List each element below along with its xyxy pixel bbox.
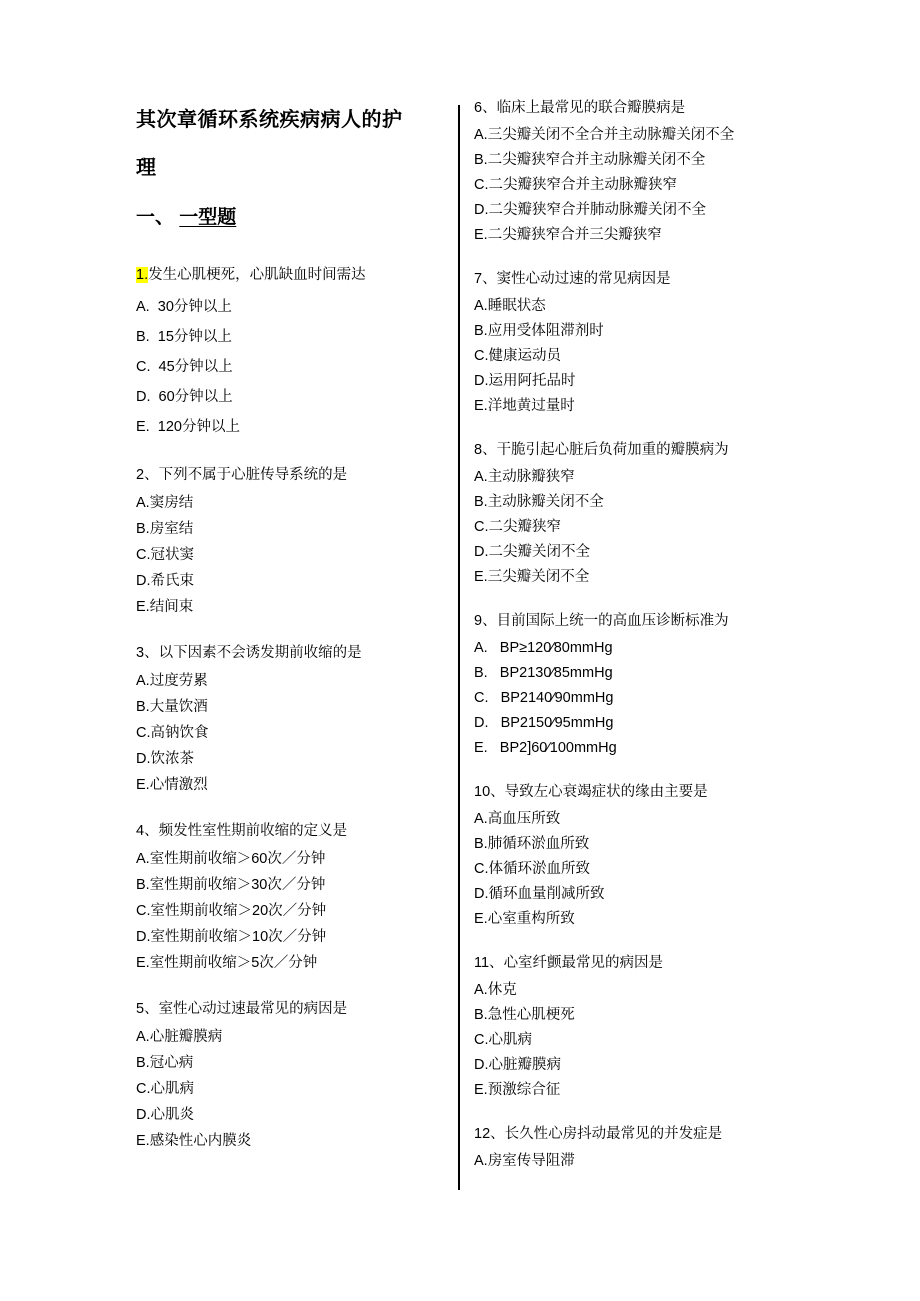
question-text: 频发性室性期前收缩的定义是 xyxy=(158,823,348,839)
option-item: D.循环血量削减所致 xyxy=(474,886,605,902)
question-item xyxy=(136,640,436,798)
question-stem xyxy=(474,96,804,121)
question-text: 下列不属于心脏传导系统的是 xyxy=(158,467,348,483)
column-divider xyxy=(458,105,460,1190)
option-item: D.二尖瓣关闭不全 xyxy=(474,544,590,560)
question-number: 5、 xyxy=(136,1001,159,1017)
option-item: C.体循环淤血所致 xyxy=(474,861,590,877)
question-item xyxy=(136,996,436,1154)
question-stem xyxy=(136,996,436,1022)
question-text: 干脆引起心脏后负荷加重的瓣膜病为 xyxy=(496,442,729,458)
question-text: 窦性心动过速的常见病因是 xyxy=(496,271,671,287)
question-stem xyxy=(136,640,436,666)
option-item: D. BP2150⁄95mmHg xyxy=(474,715,614,731)
option-item: B. 15分钟以上 xyxy=(136,329,232,345)
question-number: 8、 xyxy=(474,442,497,458)
question-item xyxy=(474,1122,804,1174)
question-number: 7、 xyxy=(474,271,497,287)
question-item xyxy=(474,951,804,1103)
option-item: B.房室结 xyxy=(136,521,194,537)
section-heading xyxy=(136,198,436,238)
option-item: C.心肌病 xyxy=(474,1032,532,1048)
option-item: E.心情激烈 xyxy=(136,777,208,793)
option-item: B.肺循环淤血所致 xyxy=(474,836,590,852)
option-item: C.健康运动员 xyxy=(474,348,561,364)
question-number: 3、 xyxy=(136,645,159,661)
option-item: E.感染性心内膜炎 xyxy=(136,1133,252,1149)
option-item: B.大量饮酒 xyxy=(136,699,208,715)
question-stem xyxy=(474,438,804,463)
question-stem xyxy=(474,267,804,292)
question-item xyxy=(136,260,436,442)
section-heading-prefix: 一、 xyxy=(136,207,180,228)
question-item xyxy=(474,96,804,248)
option-item: D.心脏瓣膜病 xyxy=(474,1057,561,1073)
page-title-line-1: 其次章循环系统疾病病人的护 xyxy=(136,109,403,131)
question-number: 2、 xyxy=(136,467,159,483)
option-item: D.二尖瓣狭窄合并肺动脉瓣关闭不全 xyxy=(474,202,706,218)
option-item: A. 30分钟以上 xyxy=(136,299,232,315)
option-item: A. BP≥120⁄80mmHg xyxy=(474,640,613,656)
option-item: C.二尖瓣狭窄合并主动脉瓣狭窄 xyxy=(474,177,677,193)
option-item: D.饮浓茶 xyxy=(136,751,194,767)
question-number: 6、 xyxy=(474,100,497,116)
option-item: A.窦房结 xyxy=(136,495,194,511)
question-text: 目前国际上统一的高血压诊断标准为 xyxy=(496,613,729,629)
option-item: B.冠心病 xyxy=(136,1055,194,1071)
option-item: B. BP2130⁄85mmHg xyxy=(474,665,613,681)
question-stem xyxy=(136,462,436,488)
option-item: E.洋地黄过量时 xyxy=(474,398,575,414)
question-number: 11、 xyxy=(474,955,504,971)
question-text: 发生心肌梗死，心肌缺血时间需达 xyxy=(148,267,366,283)
question-stem xyxy=(474,609,804,634)
page-title xyxy=(136,96,416,192)
option-item: B.二尖瓣狭窄合并主动脉瓣关闭不全 xyxy=(474,152,706,168)
question-text: 长久性心房抖动最常见的并发症是 xyxy=(504,1126,723,1142)
option-item: B.室性期前收缩＞30次／分钟 xyxy=(136,877,326,893)
option-item: A.高血压所致 xyxy=(474,811,561,827)
question-item xyxy=(474,267,804,419)
page-title-line-2: 理 xyxy=(136,157,157,179)
option-item: C. 45分钟以上 xyxy=(136,359,233,375)
question-stem xyxy=(474,780,804,805)
option-item: A.休克 xyxy=(474,982,517,998)
question-text: 以下因素不会诱发期前收缩的是 xyxy=(158,645,362,661)
option-item: C.二尖瓣狭窄 xyxy=(474,519,561,535)
question-text: 室性心动过速最常见的病因是 xyxy=(158,1001,348,1017)
question-number: 1. xyxy=(136,267,149,283)
option-item: C.心肌病 xyxy=(136,1081,194,1097)
option-item: B.主动脉瓣关闭不全 xyxy=(474,494,604,510)
option-item: C.高钠饮食 xyxy=(136,725,209,741)
option-item: A.主动脉瓣狭窄 xyxy=(474,469,575,485)
option-item: D.运用阿托品时 xyxy=(474,373,576,389)
question-number: 4、 xyxy=(136,823,159,839)
option-item: E.心室重构所致 xyxy=(474,911,575,927)
option-item: A.睡眠状态 xyxy=(474,298,546,314)
option-item: A.心脏瓣膜病 xyxy=(136,1029,223,1045)
option-item: D.希氏束 xyxy=(136,573,194,589)
question-item xyxy=(474,438,804,590)
right-column xyxy=(474,96,804,1193)
option-item: B.急性心肌梗死 xyxy=(474,1007,575,1023)
option-item: E.三尖瓣关闭不全 xyxy=(474,569,590,585)
question-stem xyxy=(474,951,804,976)
option-item: E.结间束 xyxy=(136,599,194,615)
question-item xyxy=(136,818,436,976)
question-number: 9、 xyxy=(474,613,497,629)
question-stem xyxy=(136,260,436,290)
option-item: E. 120分钟以上 xyxy=(136,419,240,435)
question-item xyxy=(136,462,436,620)
question-number: 10、 xyxy=(474,784,505,800)
option-item: E. BP2]60⁄100mmHg xyxy=(474,740,617,756)
option-item: C.冠状窦 xyxy=(136,547,194,563)
question-stem xyxy=(474,1122,804,1147)
option-item: C.室性期前收缩＞20次／分钟 xyxy=(136,903,327,919)
question-stem xyxy=(136,818,436,844)
question-text: 临床上最常见的联合瓣膜病是 xyxy=(496,100,686,116)
question-number: 12、 xyxy=(474,1126,505,1142)
option-item: A.房室传导阻滞 xyxy=(474,1153,575,1169)
option-item: C. BP2140⁄90mmHg xyxy=(474,690,614,706)
option-item: E.二尖瓣狭窄合并三尖瓣狭窄 xyxy=(474,227,662,243)
left-column xyxy=(136,96,436,1174)
option-item: D. 60分钟以上 xyxy=(136,389,233,405)
option-item: B.应用受体阻滞剂时 xyxy=(474,323,604,339)
question-item xyxy=(474,780,804,932)
option-item: D.室性期前收缩＞10次／分钟 xyxy=(136,929,327,945)
option-item: D.心肌炎 xyxy=(136,1107,194,1123)
option-item: E.预激综合征 xyxy=(474,1082,561,1098)
question-item xyxy=(474,609,804,761)
question-text: 导致左心衰竭症状的缘由主要是 xyxy=(504,784,708,800)
option-item: E.室性期前收缩＞5次／分钟 xyxy=(136,955,318,971)
option-item: A.过度劳累 xyxy=(136,673,208,689)
option-item: A.三尖瓣关闭不全合并主动脉瓣关闭不全 xyxy=(474,127,735,143)
question-text: 心室纤颤最常见的病因是 xyxy=(503,955,664,971)
option-item: A.室性期前收缩＞60次／分钟 xyxy=(136,851,326,867)
section-heading-underlined: 一型题 xyxy=(179,207,237,228)
